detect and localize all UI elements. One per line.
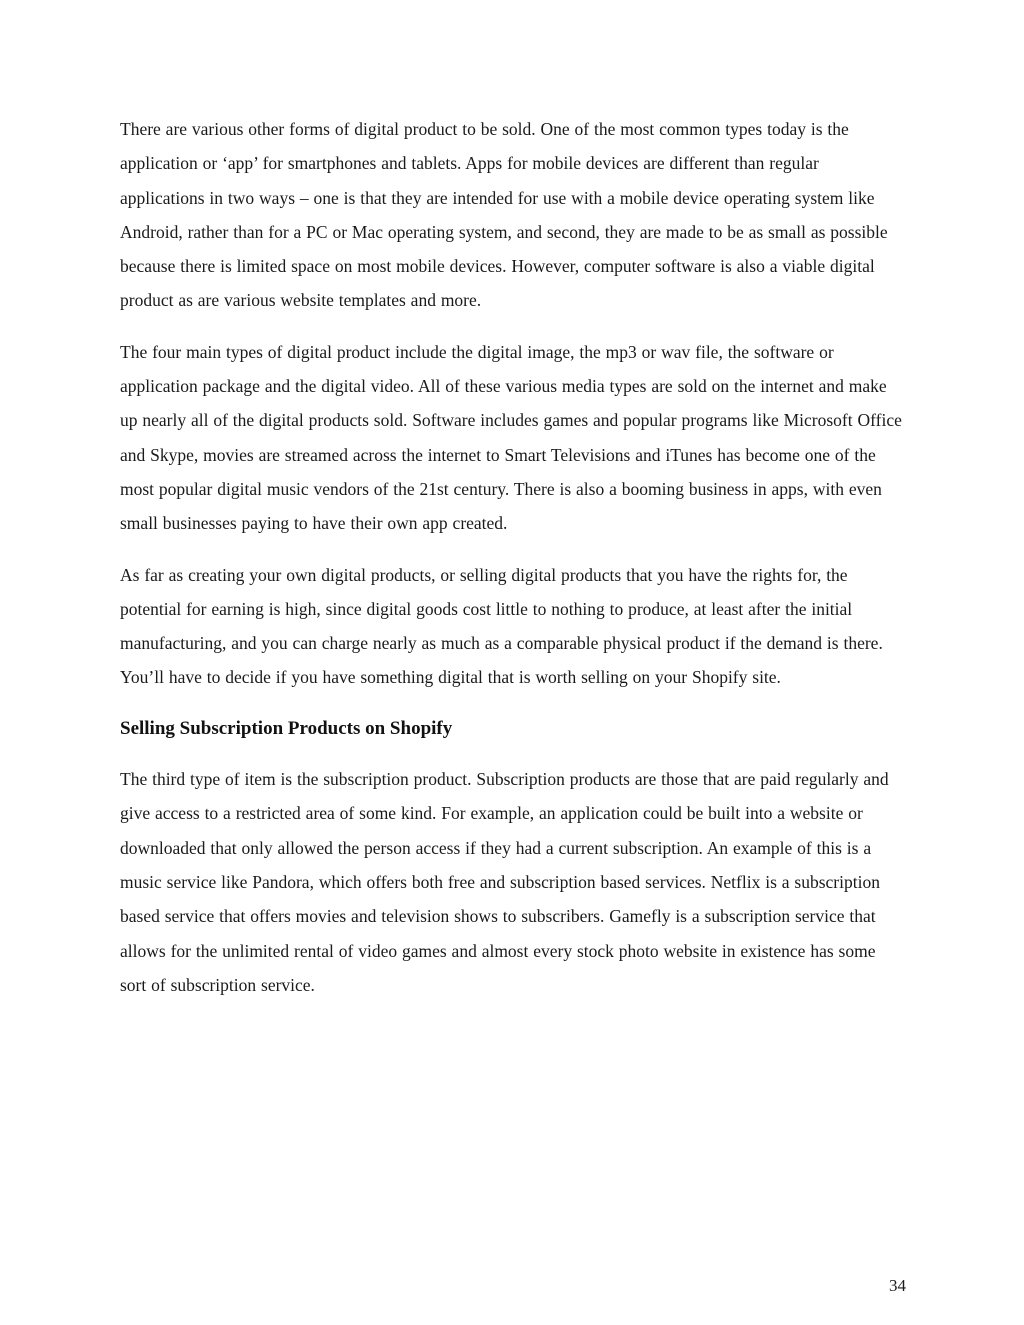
paragraph-four-main-types: The four main types of digital product include the digital image, the mp3 or wav file, the software or application package and the digital video. All of these various media types are sold on the internet and make up nearly all of the digital products sold. Software includes games and popular programs like Microsoft Office and Skype, movies are streamed across the internet to Smart Televisions and iTunes has become one of the most popular digital music vendors of the 21st century. There is also a booming business in apps, with even small businesses paying to have their own app created. <box>120 341 902 534</box>
paragraph-subscription-products: The third type of item is the subscription product. Subscription products are those that are paid regularly and give access to a restricted area of some kind. For example, an application could be built into a website or downloaded that only allowed the person access if they had a current subscription. An example of this is a music service like Pandora, which offers both free and subscription based services. Netflix is a subscription based service that offers movies and television shows to subscribers. Gamefly is a subscription service that allows for the unlimited rental of video games and almost every stock photo website in existence has some sort of subscription service. <box>120 769 889 995</box>
page-number: 34 <box>889 1276 906 1295</box>
section-heading-subscription-products: Selling Subscription Products on Shopify <box>120 717 453 739</box>
page-content <box>120 112 904 1019</box>
paragraph-digital-products-intro: There are various other forms of digital product to be sold. One of the most common types today is the application or ‘app’ for smartphones and tablets. Apps for mobile devices are different than regular applications in two ways – one is that they are intended for use with a mobile device operating system like Android, rather than for a PC or Mac operating system, and second, they are made to be as small as possible because there is limited space on most mobile devices. However, computer software is also a viable digital product as are various website templates and more. <box>120 119 888 311</box>
paragraph-creating-own-products: As far as creating your own digital products, or selling digital products that you have the rights for, the potential for earning is high, since digital goods cost little to nothing to produce, at least after the initial manufacturing, and you can charge nearly as much as a comparable physical product if the demand is there. You’ll have to decide if you have something digital that is worth selling on your Shopify site. <box>120 564 883 688</box>
